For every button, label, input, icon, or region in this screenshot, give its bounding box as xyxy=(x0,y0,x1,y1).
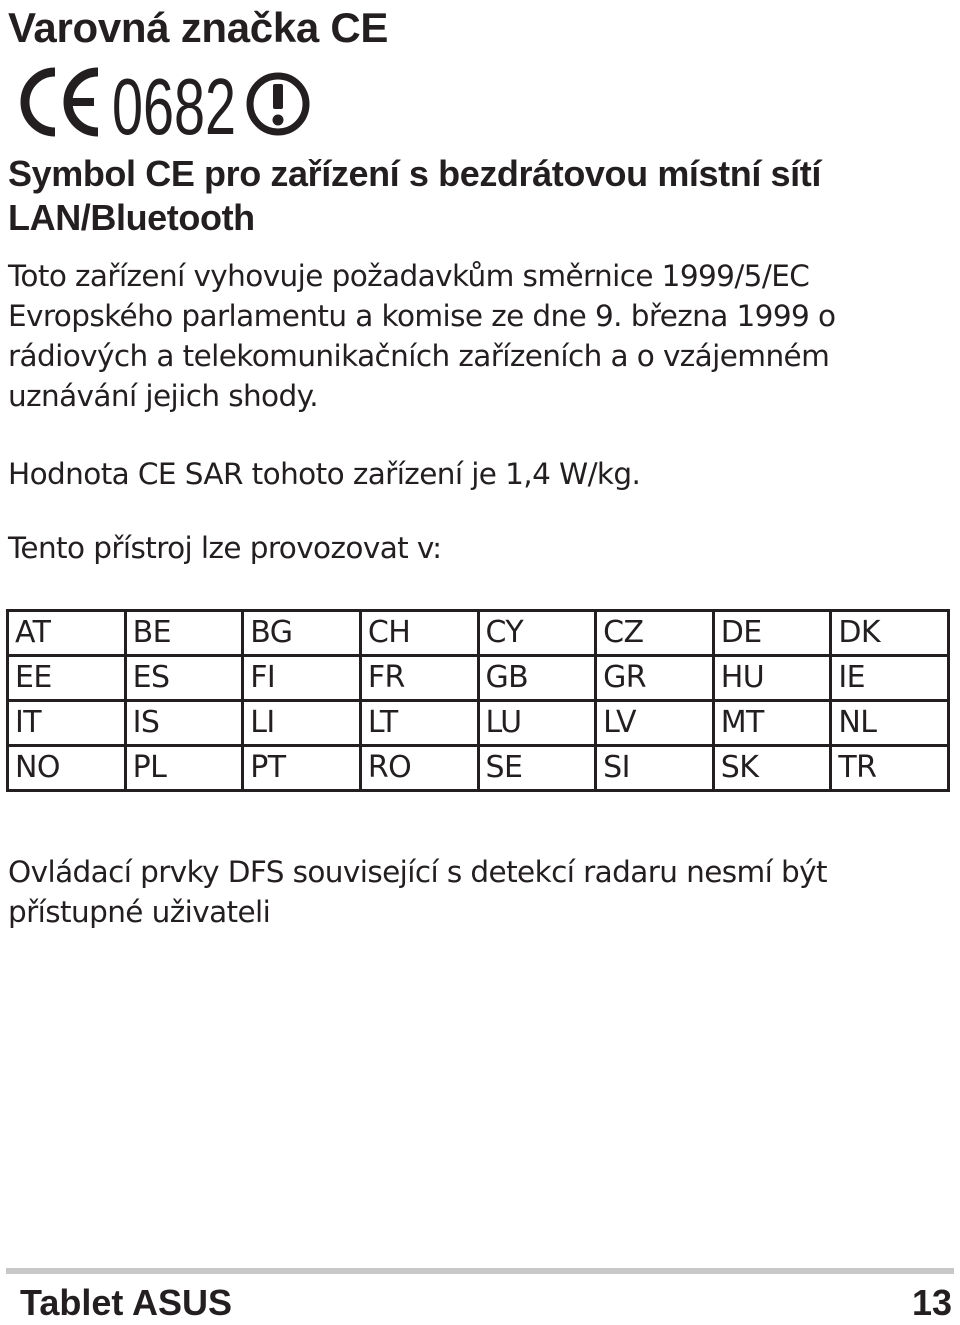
country-cell: LV xyxy=(596,701,714,746)
country-cell: DE xyxy=(713,611,831,656)
country-cell: NO xyxy=(8,746,126,791)
country-cell: PT xyxy=(243,746,361,791)
country-cell: LI xyxy=(243,701,361,746)
country-cell: IT xyxy=(8,701,126,746)
country-cell: IS xyxy=(125,701,243,746)
country-cell: IE xyxy=(831,656,949,701)
table-row xyxy=(8,746,949,791)
country-cell: LU xyxy=(478,701,596,746)
table-row xyxy=(8,656,949,701)
country-cell: GR xyxy=(596,656,714,701)
country-cell: SK xyxy=(713,746,831,791)
ce-mark-row xyxy=(8,62,328,142)
dfs-paragraph: Ovládací prvky DFS související s detekcí radaru nesmí být přístupné uživateli xyxy=(8,855,827,929)
country-cell: BE xyxy=(125,611,243,656)
table-row xyxy=(8,611,949,656)
country-cell: NL xyxy=(831,701,949,746)
operation-countries-intro: Tento přístroj lze provozovat v: xyxy=(8,531,442,565)
country-cell: ES xyxy=(125,656,243,701)
country-cell: RO xyxy=(360,746,478,791)
table-row xyxy=(8,701,949,746)
sar-value-paragraph: Hodnota CE SAR tohoto zařízení je 1,4 W/kg. xyxy=(8,457,641,491)
notified-body-number: 0682 xyxy=(112,62,236,142)
country-cell: FR xyxy=(360,656,478,701)
country-cell: SE xyxy=(478,746,596,791)
page-number: 13 xyxy=(911,1282,952,1323)
country-cell: CH xyxy=(360,611,478,656)
page-heading: Varovná značka CE xyxy=(8,4,389,51)
section-title: Symbol CE pro zařízení s bezdrátovou místní sítí LAN/Bluetooth xyxy=(8,153,821,238)
country-cell: SI xyxy=(596,746,714,791)
country-cell: MT xyxy=(713,701,831,746)
country-cell: LT xyxy=(360,701,478,746)
country-cell: PL xyxy=(125,746,243,791)
country-cell: BG xyxy=(243,611,361,656)
ce-logo xyxy=(25,72,98,132)
footer-divider xyxy=(6,1268,954,1274)
directive-paragraph: Toto zařízení vyhovuje požadavkům směrnice 1999/5/EC Evropského parlamentu a komise ze dne 9. března 1999 o rádiových a telekomunikačních zařízeních a o vzájemném uznávání jejich shody. xyxy=(8,259,836,413)
country-cell: HU xyxy=(713,656,831,701)
country-cell: GB xyxy=(478,656,596,701)
exclamation-circle-icon xyxy=(250,76,306,132)
country-cell: TR xyxy=(831,746,949,791)
footer-title: Tablet ASUS xyxy=(20,1282,233,1323)
country-cell: CZ xyxy=(596,611,714,656)
country-cell: CY xyxy=(478,611,596,656)
ce-mark-graphic xyxy=(8,62,328,142)
country-cell: AT xyxy=(8,611,126,656)
country-cell: EE xyxy=(8,656,126,701)
country-cell: DK xyxy=(831,611,949,656)
country-table xyxy=(6,609,950,792)
country-cell: FI xyxy=(243,656,361,701)
